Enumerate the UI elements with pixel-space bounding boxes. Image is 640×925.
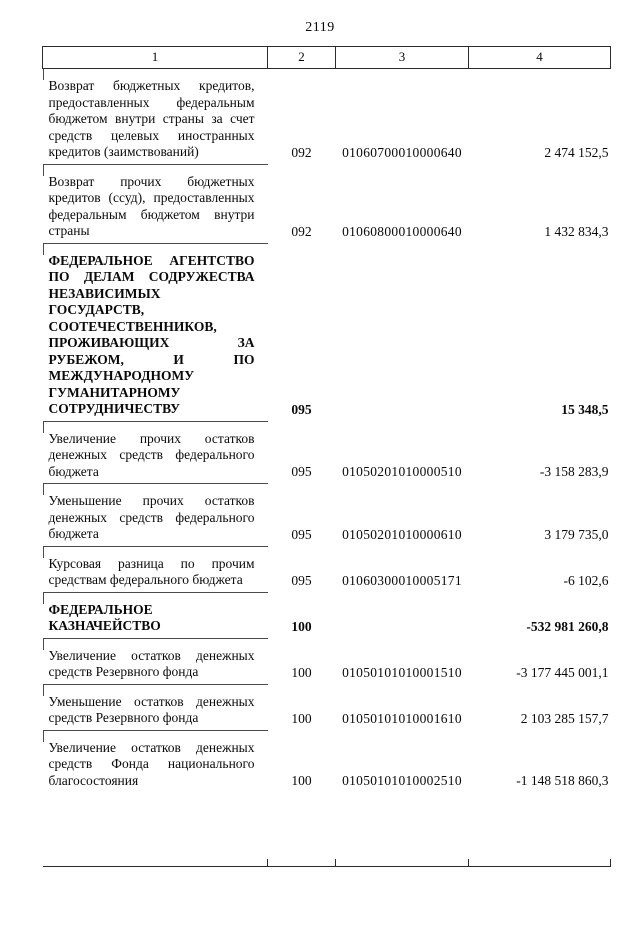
row-name: Возврат прочих бюджетных кредитов (ссуд), предоставленных федеральным бюджетом внутри страны <box>43 164 268 243</box>
row-amount: -1 148 518 860,3 <box>516 772 609 788</box>
row-amount: 1 432 834,3 <box>544 223 609 239</box>
column-header-3: 3 <box>336 47 469 69</box>
row-name: Уменьшение прочих остатков денежных средств федерального бюджета <box>43 484 268 547</box>
budget-table <box>42 46 611 867</box>
table-row <box>43 546 611 592</box>
column-header-1: 1 <box>43 47 268 69</box>
row-agency-code: 100 <box>291 710 312 726</box>
table-bottom-border <box>268 792 336 866</box>
row-name: ФЕДЕРАЛЬНОЕ АГЕНТСТВО ПО ДЕЛАМ СОДРУЖЕСТВА НЕЗАВИСИМЫХ ГОСУДАРСТВ, СООТЕЧЕСТВЕННИКОВ, ПРОЖИВАЮЩИХ ЗА РУБЕЖОМ, И ПО МЕЖДУНАРОДНОМУ ГУМАНИТАРНОМУ СОТРУДНИЧЕСТВУ <box>43 243 268 421</box>
table-row <box>43 69 611 165</box>
document-page <box>0 20 640 925</box>
row-classification-code: 01050201010000510 <box>342 464 462 479</box>
row-classification-code: 01050101010001610 <box>342 710 462 726</box>
table-row <box>43 684 611 730</box>
row-agency-code: 095 <box>291 464 312 479</box>
row-amount: -6 102,6 <box>563 572 609 588</box>
row-agency-code: 095 <box>291 572 312 588</box>
row-amount: 2 103 285 157,7 <box>520 710 609 726</box>
row-amount: -3 177 445 001,1 <box>516 664 609 680</box>
table-row-section-header <box>43 592 611 638</box>
row-classification-code: 01060800010000640 <box>342 223 462 239</box>
row-agency-code: 095 <box>291 526 312 542</box>
row-classification-code <box>336 243 469 421</box>
row-amount: 3 179 735,0 <box>544 526 609 542</box>
row-name: Увеличение остатков денежных средств Фонда национального благосостояния <box>43 730 268 792</box>
row-name: Возврат бюджетных кредитов, предоставленных федеральным бюджетом внутри страны за счет средств целевых иностранных кредитов (заимствований) <box>43 69 268 165</box>
row-classification-code: 01060300010005171 <box>342 572 462 588</box>
row-classification-code: 01060700010000640 <box>342 144 462 160</box>
row-amount: -532 981 260,8 <box>526 618 609 634</box>
table-bottom-border <box>469 792 611 866</box>
row-name: Увеличение прочих остатков денежных средств федерального бюджета <box>43 421 268 484</box>
table-header-row <box>43 47 611 69</box>
row-classification-code: 01050101010001510 <box>342 664 462 680</box>
row-classification-code <box>336 592 469 638</box>
row-amount: 15 348,5 <box>561 401 609 417</box>
row-classification-code: 01050101010002510 <box>342 772 462 788</box>
row-agency-code: 092 <box>291 223 312 239</box>
column-header-4: 4 <box>469 47 611 69</box>
row-agency-code: 095 <box>291 401 312 417</box>
row-amount: -3 158 283,9 <box>539 464 609 479</box>
row-name: Курсовая разница по прочим средствам федерального бюджета <box>43 546 268 592</box>
table-row <box>43 421 611 484</box>
table-row <box>43 484 611 547</box>
table-row <box>43 730 611 792</box>
page-number: 2119 <box>305 20 335 35</box>
column-header-2: 2 <box>268 47 336 69</box>
row-name: Уменьшение остатков денежных средств Резервного фонда <box>43 684 268 730</box>
row-agency-code: 100 <box>291 772 312 788</box>
row-name: Увеличение остатков денежных средств Резервного фонда <box>43 638 268 684</box>
table-bottom-spacer <box>43 792 611 866</box>
row-name: ФЕДЕРАЛЬНОЕ КАЗНАЧЕЙСТВО <box>43 592 268 638</box>
table-row <box>43 638 611 684</box>
table-row <box>43 164 611 243</box>
row-agency-code: 100 <box>291 618 312 634</box>
row-agency-code: 092 <box>291 144 312 160</box>
row-agency-code: 100 <box>291 664 312 680</box>
table-row-section-header <box>43 243 611 421</box>
table-bottom-border <box>336 792 469 866</box>
row-classification-code: 01050201010000610 <box>342 526 462 542</box>
row-amount: 2 474 152,5 <box>544 144 609 160</box>
table-bottom-border <box>43 792 268 866</box>
